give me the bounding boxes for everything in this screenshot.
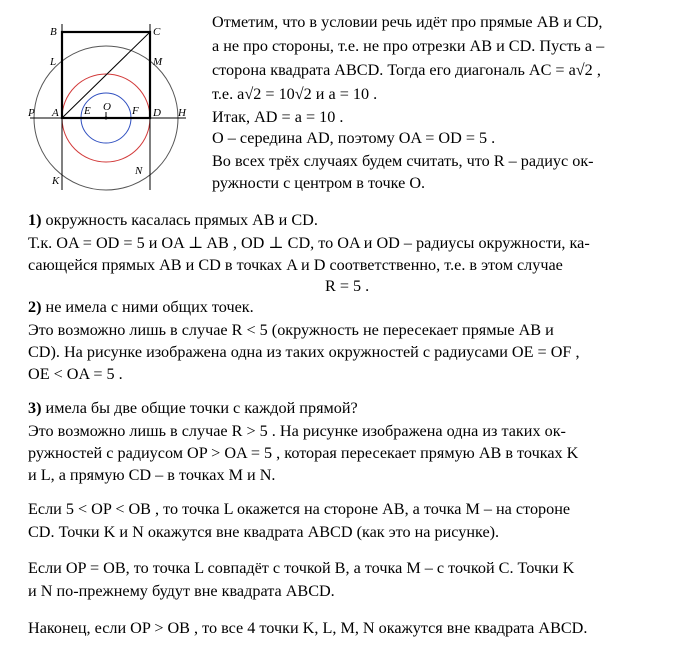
intro-line: O – середина AD, поэтому OA = OD = 5 . — [212, 129, 496, 147]
label-K: K — [52, 175, 60, 187]
case-line: CD). На рисунке изображена одна из таких окружностей с радиусами OE = OF , — [28, 343, 580, 361]
paragraph-line: и N по-прежнему будут вне квадрата ABCD. — [28, 582, 335, 600]
label-B: B — [50, 26, 57, 38]
label-N: N — [135, 165, 143, 177]
case-line: R = 5 . — [325, 277, 370, 295]
intro-line: а не про стороны, т.е. не про отрезки AB и CD. Пусть a – — [212, 37, 605, 55]
case-line: Это возможно лишь в случае R > 5 . На рисунке изображена одна из таких ок- — [28, 422, 566, 440]
intro-line: т.е. a√2 = 10√2 и a = 10 . — [212, 85, 378, 103]
case-number: 2) — [28, 298, 42, 316]
case-line: Т.к. OA = OD = 5 и OA ⊥ AB , OD ⊥ CD, то OA и OD – радиусы окружности, ка- — [28, 234, 590, 252]
paragraph-line: Если 5 < OP < OB , то точка L окажется на стороне AB, а точка M – на стороне — [28, 500, 571, 518]
geometry-figure — [26, 20, 208, 198]
paragraph-line: Наконец, если OP > OB , то все 4 точки K, L, M, N окажутся вне квадрата ABCD. — [28, 619, 588, 637]
intro-line: Во всех трёх случаях будем считать, что R – радиус ок- — [212, 152, 594, 170]
case-title: не имела с ними общих точек. — [45, 298, 254, 316]
intro-line: ружности с центром в точке O. — [212, 174, 426, 192]
case-number: 3) — [28, 399, 42, 417]
case-line: Это возможно лишь в случае R < 5 (окружность не пересекает прямые AB и — [28, 321, 554, 339]
label-O: O — [103, 101, 111, 113]
case-title: имела бы две общие точки с каждой прямой? — [45, 399, 358, 417]
label-D: D — [153, 107, 161, 119]
label-E: E — [84, 105, 91, 117]
case-line: и L, а прямую CD – в точках M и N. — [28, 466, 276, 484]
intro-line: сторона квадрата ABCD. Тогда его диагональ AC = a√2 , — [212, 61, 601, 79]
label-A: A — [52, 107, 59, 119]
paragraph-line: CD. Точки K и N окажутся вне квадрата ABCD (как это на рисунке). — [28, 523, 500, 541]
label-P: P — [28, 107, 35, 119]
case-line: OE < OA = 5 . — [28, 365, 123, 383]
case-line: ружностей с радиусом OP > OA = 5 , которая пересекает прямую AB в точках K — [28, 444, 579, 462]
label-H: H — [178, 107, 186, 119]
label-C: C — [153, 26, 161, 38]
case-line: сающейся прямых AB и CD в точках A и D соответственно, т.е. в этом случае — [28, 256, 563, 274]
paragraph-line: Если OP = OB, то точка L совпадёт с точкой B, а точка M – с точкой C. Точки K — [28, 559, 575, 577]
label-M: M — [153, 56, 163, 68]
label-L: L — [50, 56, 57, 68]
label-F: F — [132, 105, 139, 117]
intro-line: Итак, AD = a = 10 . — [212, 108, 344, 126]
intro-line: Отметим, что в условии речь идёт про прямые AB и CD, — [212, 13, 603, 31]
case-title: окружность касалась прямых AB и CD. — [45, 211, 318, 229]
case-number: 1) — [28, 211, 42, 229]
